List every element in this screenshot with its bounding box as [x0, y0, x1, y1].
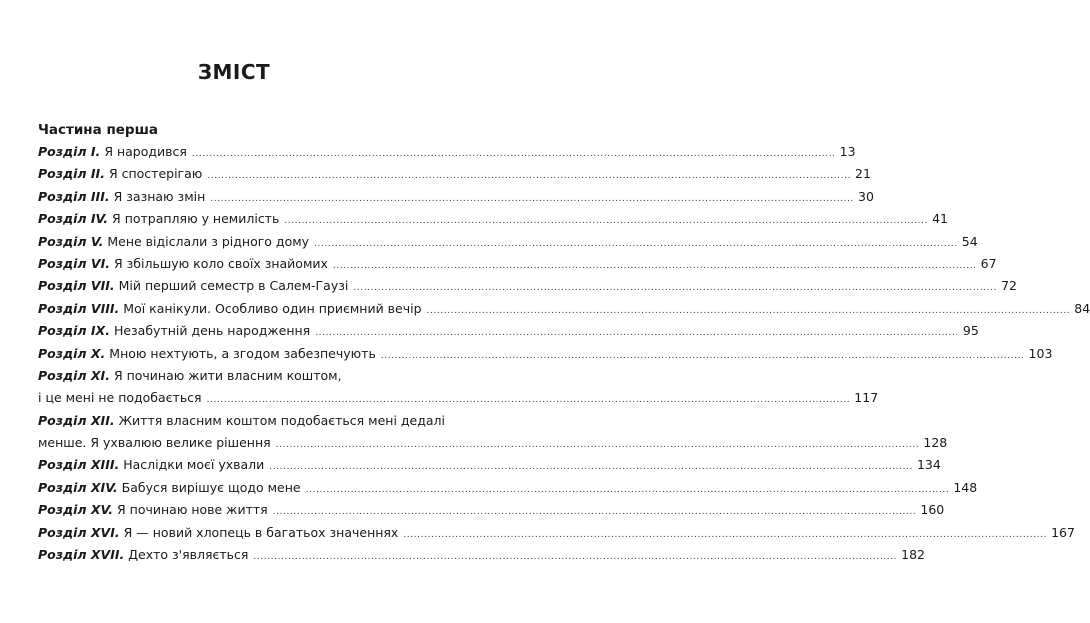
chapter-title: Я починаю жити власним коштом, — [113, 367, 342, 383]
chapter-label: Розділ XI. — [38, 367, 110, 383]
page-number: 134 — [916, 457, 941, 473]
page-number: 13 — [839, 144, 856, 159]
toc-entry-line — [38, 454, 941, 476]
toc-entry-line — [38, 141, 856, 163]
page-number: 167 — [1051, 524, 1075, 540]
chapter-label: Розділ IX. — [38, 323, 110, 339]
toc-entry-line — [38, 186, 874, 208]
toc-entry-line — [38, 253, 997, 275]
page-number: 21 — [855, 166, 871, 182]
chapter-title: Мій перший семестр в Салем-Гаузі — [118, 278, 349, 294]
toc-entry — [38, 253, 997, 275]
page-number: 54 — [961, 233, 978, 249]
part-heading: Частина перша — [38, 122, 159, 138]
page-number: 95 — [962, 323, 979, 339]
chapter-label: Розділ XII. — [38, 412, 115, 428]
toc-entry-line — [38, 365, 432, 387]
dot-leader — [314, 233, 958, 255]
toc-entry — [38, 231, 978, 253]
toc-entry — [38, 186, 874, 208]
chapter-title: Я народився — [104, 144, 187, 159]
chapter-title: Незабутній день народження — [113, 323, 311, 339]
toc-entry — [38, 141, 856, 163]
chapter-title: Я збільшую коло своїх знайомих — [113, 255, 328, 271]
toc-entry-line — [38, 343, 1053, 365]
dot-leader — [276, 434, 920, 456]
toc-entry — [38, 454, 941, 476]
dot-leader — [284, 210, 928, 232]
dot-leader — [306, 479, 950, 501]
toc-entry — [38, 320, 979, 342]
chapter-title: Я — новий хлопець в багатьох значеннях — [123, 524, 399, 540]
chapter-title: Життя власним коштом подобається мені дедалі — [118, 412, 445, 428]
toc-entry — [38, 208, 948, 230]
page-number: 182 — [901, 547, 925, 563]
page-number: 41 — [932, 211, 948, 227]
toc-entry-line — [38, 320, 979, 342]
chapter-label: Розділ III. — [38, 188, 110, 204]
chapter-title: Мене відіслали з рідного дому — [107, 233, 310, 249]
page-number: 160 — [920, 502, 945, 518]
chapter-title: Я потрапляю у немилість — [112, 211, 280, 227]
toc-entry-line — [38, 231, 978, 253]
chapter-label: Розділ XIV. — [38, 479, 118, 495]
toc-entry-line — [38, 163, 871, 185]
dot-leader — [273, 501, 917, 523]
page-title: ЗМІСТ — [197, 60, 271, 84]
table-of-contents — [38, 141, 1090, 566]
chapter-label: Розділ VI. — [38, 255, 110, 271]
chapter-label: Розділ XVII. — [38, 547, 125, 563]
toc-entry-line — [38, 477, 978, 499]
chapter-title: Наслідки моєї ухвали — [123, 457, 265, 473]
toc-entry — [38, 298, 1090, 320]
dot-leader — [207, 165, 851, 187]
dot-leader — [315, 322, 959, 344]
toc-entry-line — [38, 275, 1017, 297]
dot-leader — [269, 456, 913, 478]
chapter-label: Розділ VIII. — [38, 300, 120, 316]
chapter-title: і це мені не подобається — [38, 390, 202, 406]
chapter-label: Розділ X. — [38, 345, 106, 361]
toc-entry-line — [38, 522, 1075, 544]
chapter-title: Я спостерігаю — [108, 166, 203, 182]
page-number: 30 — [858, 188, 874, 204]
chapter-title: Дехто з'являється — [128, 547, 249, 563]
toc-entry-line — [38, 499, 945, 521]
page-number: 103 — [1028, 345, 1053, 361]
chapter-label: Розділ IV. — [38, 211, 109, 227]
toc-entry — [38, 343, 1053, 365]
toc-entry-line — [38, 298, 1090, 320]
toc-entry — [38, 275, 1017, 297]
chapter-title: Бабуся вирішує щодо мене — [121, 479, 301, 495]
chapter-title: менше. Я ухвалюю велике рішення — [38, 435, 271, 451]
toc-entry-line — [38, 410, 445, 432]
chapter-title: Я зазнаю змін — [113, 188, 206, 204]
chapter-label: Розділ V. — [38, 233, 104, 249]
toc-entry-line — [38, 387, 879, 409]
chapter-title: Мною нехтують, а згодом забезпечують — [109, 345, 376, 361]
toc-entry — [38, 410, 948, 455]
page-number: 67 — [980, 255, 997, 271]
toc-entry — [38, 499, 945, 521]
page-number: 84 — [1074, 300, 1090, 316]
page-number: 128 — [923, 435, 948, 451]
toc-entry — [38, 477, 978, 499]
chapter-label: Розділ VII. — [38, 278, 115, 294]
chapter-label: Розділ XV. — [38, 502, 114, 518]
dot-leader — [333, 255, 977, 277]
toc-entry — [38, 522, 1075, 544]
toc-entry — [38, 365, 879, 410]
chapter-title: Я починаю нове життя — [117, 502, 268, 518]
toc-entry-line — [38, 544, 925, 566]
chapter-label: Розділ I. — [38, 144, 101, 159]
page-number: 72 — [1001, 278, 1017, 294]
dot-leader — [210, 188, 854, 210]
chapter-label: Розділ II. — [38, 166, 105, 182]
dot-leader — [427, 300, 1071, 322]
page-number: 148 — [953, 479, 978, 495]
dot-leader — [381, 345, 1025, 367]
dot-leader — [207, 389, 851, 411]
toc-entry-line — [38, 208, 948, 230]
toc-entry-line — [38, 432, 948, 454]
dot-leader — [253, 546, 897, 568]
dot-leader — [403, 524, 1047, 546]
page-number: 117 — [854, 390, 879, 406]
dot-leader — [192, 143, 836, 165]
chapter-title: Мої канікули. Особливо один приємний вечір — [123, 300, 422, 316]
toc-entry — [38, 544, 925, 566]
toc-entry — [38, 163, 871, 185]
chapter-label: Розділ XIII. — [38, 457, 120, 473]
chapter-label: Розділ XVI. — [38, 524, 120, 540]
dot-leader — [353, 277, 997, 299]
